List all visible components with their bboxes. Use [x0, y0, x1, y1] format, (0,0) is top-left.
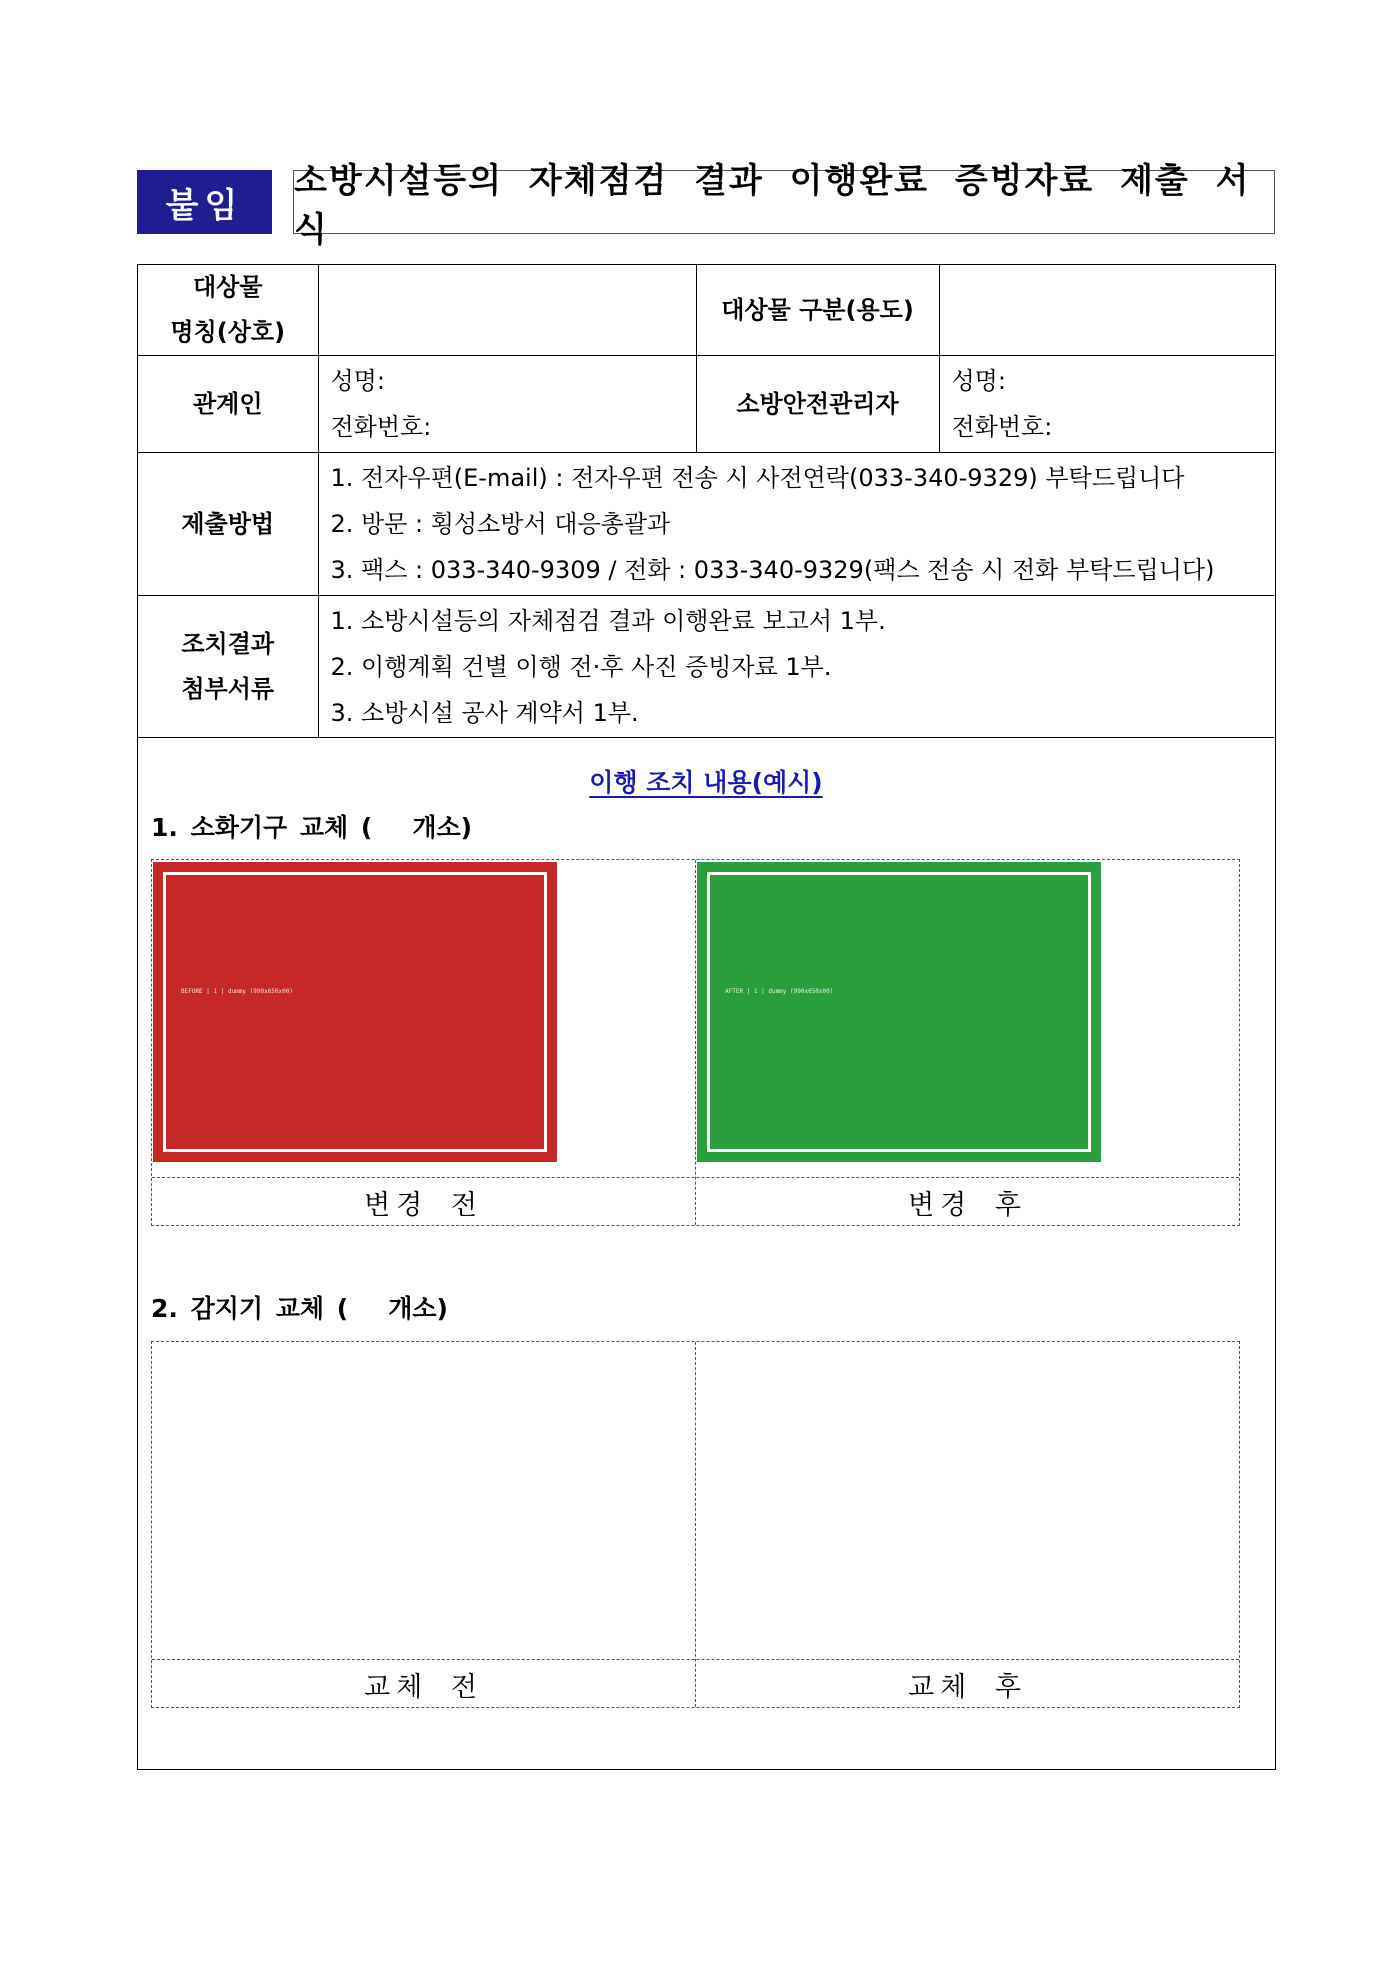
section2-heading-prefix: 2. 감지기 교체 (: [151, 1294, 349, 1323]
after-photo[interactable]: [697, 862, 1101, 1162]
section2-heading: [151, 1289, 448, 1325]
method-list: [318, 453, 1274, 596]
form-frame: [137, 264, 1276, 1770]
before-photo-label: BEFORE | 1 | dummy (990x650x00): [181, 988, 293, 995]
attachment-item: 2. 이행계획 건별 이행 전·후 사진 증빙자료 1부.: [330, 652, 832, 681]
manager-label: 소방안전관리자: [696, 356, 939, 453]
column-divider: [695, 860, 696, 1225]
stakeholder-name: 성명:: [330, 367, 385, 395]
stakeholder-phone: 전화번호:: [330, 413, 432, 441]
attachment-label-line2: 첨부서류: [181, 674, 275, 703]
attachment-label-line1: 조치결과: [181, 629, 275, 658]
target-row: [138, 265, 1274, 356]
attachment-row: [138, 596, 1274, 738]
section1-heading-suffix: 개소): [412, 813, 473, 842]
target-type-label: 대상물 구분(용도): [696, 265, 939, 356]
photo-border: [163, 872, 547, 1152]
section1-heading-prefix: 1. 소화기구 교체 (: [151, 813, 373, 842]
manager-phone: 전화번호:: [951, 413, 1053, 441]
target-name-label: [138, 265, 318, 356]
example-title-text: 이행 조치 내용(예시): [589, 768, 823, 797]
example-title: [138, 763, 1274, 799]
attachment-item: 3. 소방시설 공사 계약서 1부.: [330, 698, 639, 727]
manager-name: 성명:: [951, 367, 1006, 395]
after-caption: 변경 후: [908, 1189, 1027, 1221]
before-replace-caption: 교체 전: [364, 1671, 483, 1703]
stakeholder-label: 관계인: [138, 356, 318, 453]
attachment-badge: 붙임: [137, 170, 272, 234]
before-caption: 변경 전: [364, 1189, 483, 1221]
target-name-field[interactable]: [318, 265, 696, 356]
method-item: 2. 방문 : 횡성소방서 대응총괄과: [330, 510, 671, 538]
section2-photo-grid: [151, 1341, 1240, 1708]
section1-photo-grid: [151, 859, 1240, 1226]
after-replace-caption: 교체 후: [908, 1671, 1027, 1703]
method-row: [138, 453, 1274, 596]
attachment-item: 1. 소방시설등의 자체점검 결과 이행완료 보고서 1부.: [330, 606, 886, 635]
method-item: 3. 팩스 : 033-340-9309 / 전화 : 033-340-9329(팩스 전송 시 전화 부탁드립니다): [330, 556, 1215, 584]
info-table: [138, 265, 1274, 738]
before-photo[interactable]: [153, 862, 557, 1162]
section1-heading: [151, 808, 472, 844]
photo-border: [707, 872, 1091, 1152]
attachment-list: [318, 596, 1274, 738]
method-item: 1. 전자우편(E-mail) : 전자우편 전송 시 사전연락(033-340-9329) 부탁드립니다: [330, 464, 1185, 492]
attachment-label: [138, 596, 318, 738]
method-label: 제출방법: [138, 453, 318, 596]
document-title: 소방시설등의 자체점검 결과 이행완료 증빙자료 제출 서식: [293, 170, 1275, 234]
after-photo-label: AFTER | 1 | dummy (990x650x00): [725, 988, 834, 995]
stakeholder-field[interactable]: [318, 356, 696, 453]
manager-field[interactable]: [939, 356, 1274, 453]
section2-heading-suffix: 개소): [388, 1294, 448, 1323]
column-divider: [695, 1342, 696, 1707]
target-name-label-line1: 대상물: [192, 273, 263, 301]
target-name-label-line2: 명칭(상호): [170, 318, 286, 346]
contact-row: [138, 356, 1274, 453]
target-type-field[interactable]: [939, 265, 1274, 356]
